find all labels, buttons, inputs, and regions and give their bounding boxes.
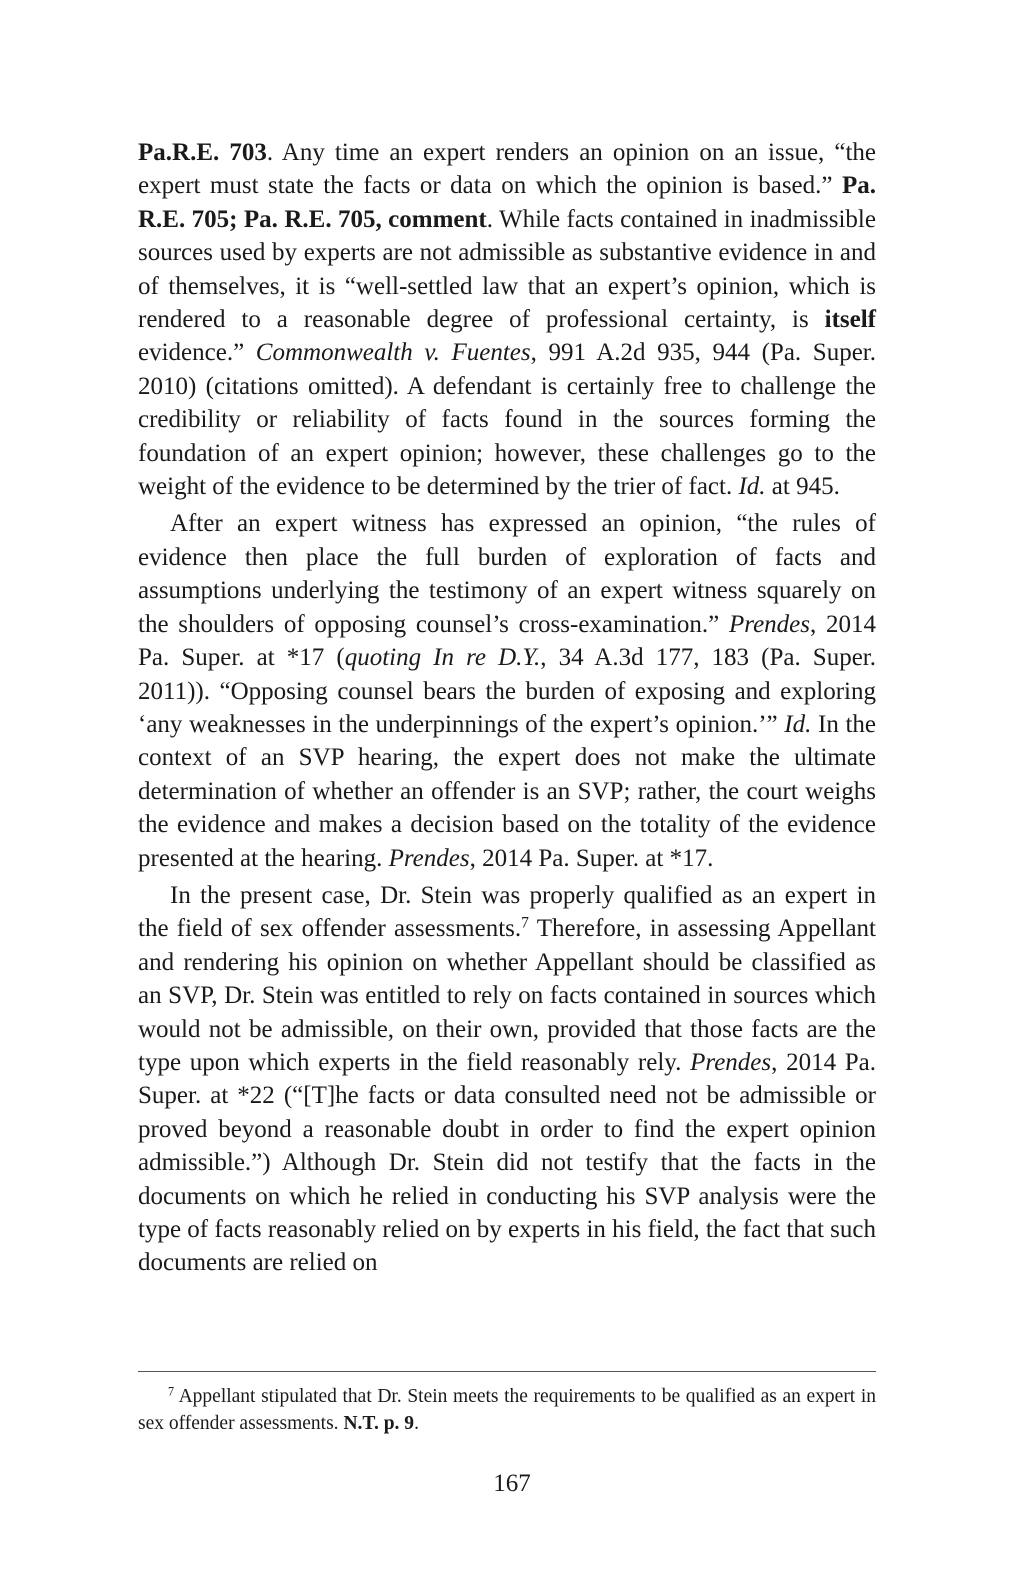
text-segment: , 2014 Pa. Super. at *17 ( [138, 610, 876, 672]
citation-rule: Pa. R.E. 705; Pa. R.E. 705, comment [138, 172, 876, 233]
text-segment: . Any time an expert renders an opinion on an issue, “the expert must state the facts or data on which the opinion is based.” [138, 139, 877, 200]
text-segment: , 2014 Pa. Super. at *17. [469, 844, 714, 872]
case-name: Prendes [729, 610, 810, 638]
text-segment: . While facts contained in inadmissible sources used by experts are not admissible as substantive evidence in and of themselves, it is “well-settled law that an expert’s opinion, which is rendered to a reasonable degree of professional certainty, is [138, 205, 876, 334]
case-name: quoting In re D.Y. [344, 644, 541, 672]
page-number: 167 [493, 1470, 531, 1497]
text-segment: evidence.” [138, 339, 256, 367]
footnote-divider [138, 1371, 876, 1372]
footnote-marker: 7 [168, 1384, 175, 1399]
case-name: Id. [784, 710, 812, 738]
footnote-7 [138, 1383, 876, 1437]
text-segment: In the present case, Dr. Stein was properly qualified as an expert in the field of sex offender assessments. [138, 881, 876, 943]
emphasis: itself [824, 306, 876, 334]
text-segment: After an expert witness has expressed an opinion, “the rules of evidence then place the full burden of exploration of facts and assumptions underlying the testimony of an expert witness squarely on the shoulders of opposing counsel’s cross-examination.” [138, 510, 876, 638]
footnote-reference[interactable]: 7 [521, 914, 529, 932]
footnote-citation: N.T. p. 9 [343, 1413, 415, 1434]
case-name: Id. [738, 473, 766, 501]
text-segment: , 34 A.3d 177, 183 (Pa. Super. 2011)). “Opposing counsel bears the burden of exposing and exploring ‘any weaknesses in the underpinnings of the expert’s opinion.’” [138, 644, 876, 738]
text-segment: Therefore, in assessing Appellant and rendering his opinion on whether Appellant should be classified as an SVP, Dr. Stein was entitled to rely on facts contained in sources which would not be admissible, on their own, provided that those facts are the type upon which experts in the field reasonably rely. [138, 915, 876, 1076]
footnote-text: Appellant stipulated that Dr. Stein meets the requirements to be qualified as an expert in sex offender assessments. [138, 1386, 876, 1434]
paragraph-3 [138, 879, 876, 1280]
footnote-text: . [414, 1413, 419, 1434]
case-name: Commonwealth v. Fuentes [255, 339, 531, 367]
case-name: Prendes [388, 844, 470, 872]
case-name: Prendes [690, 1048, 772, 1076]
text-segment: at 945. [765, 473, 840, 501]
text-segment: , 991 A.2d 935, 944 (Pa. Super. 2010) (citations omitted). A defendant is certainly free to challenge the credibility or reliability of facts found in the sources forming the foundation of an expert opinion; however, these challenges go to the weight of the evidence to be determined by the trier of fact. [138, 339, 876, 501]
text-segment: , 2014 Pa. Super. at *22 (“[T]he facts or data consulted need not be admissible or proved beyond a reasonable doubt in order to find the expert opinion admissible.”) Although Dr. Stein did not testify that the facts in the documents on which he relied in conducting his SVP analysis were the type of facts reasonably relied on by experts in his field, the fact that such documents are relied on [138, 1048, 877, 1277]
paragraph-2 [138, 507, 876, 874]
page-body [138, 136, 876, 1280]
citation-rule: Pa.R.E. 703 [138, 139, 267, 166]
paragraph-1 [138, 136, 876, 503]
text-segment: In the context of an SVP hearing, the expert does not make the ultimate determination of whether an offender is an SVP; rather, the court weighs the evidence and makes a decision based on the totality of the evidence presented at the hearing. [138, 710, 876, 872]
